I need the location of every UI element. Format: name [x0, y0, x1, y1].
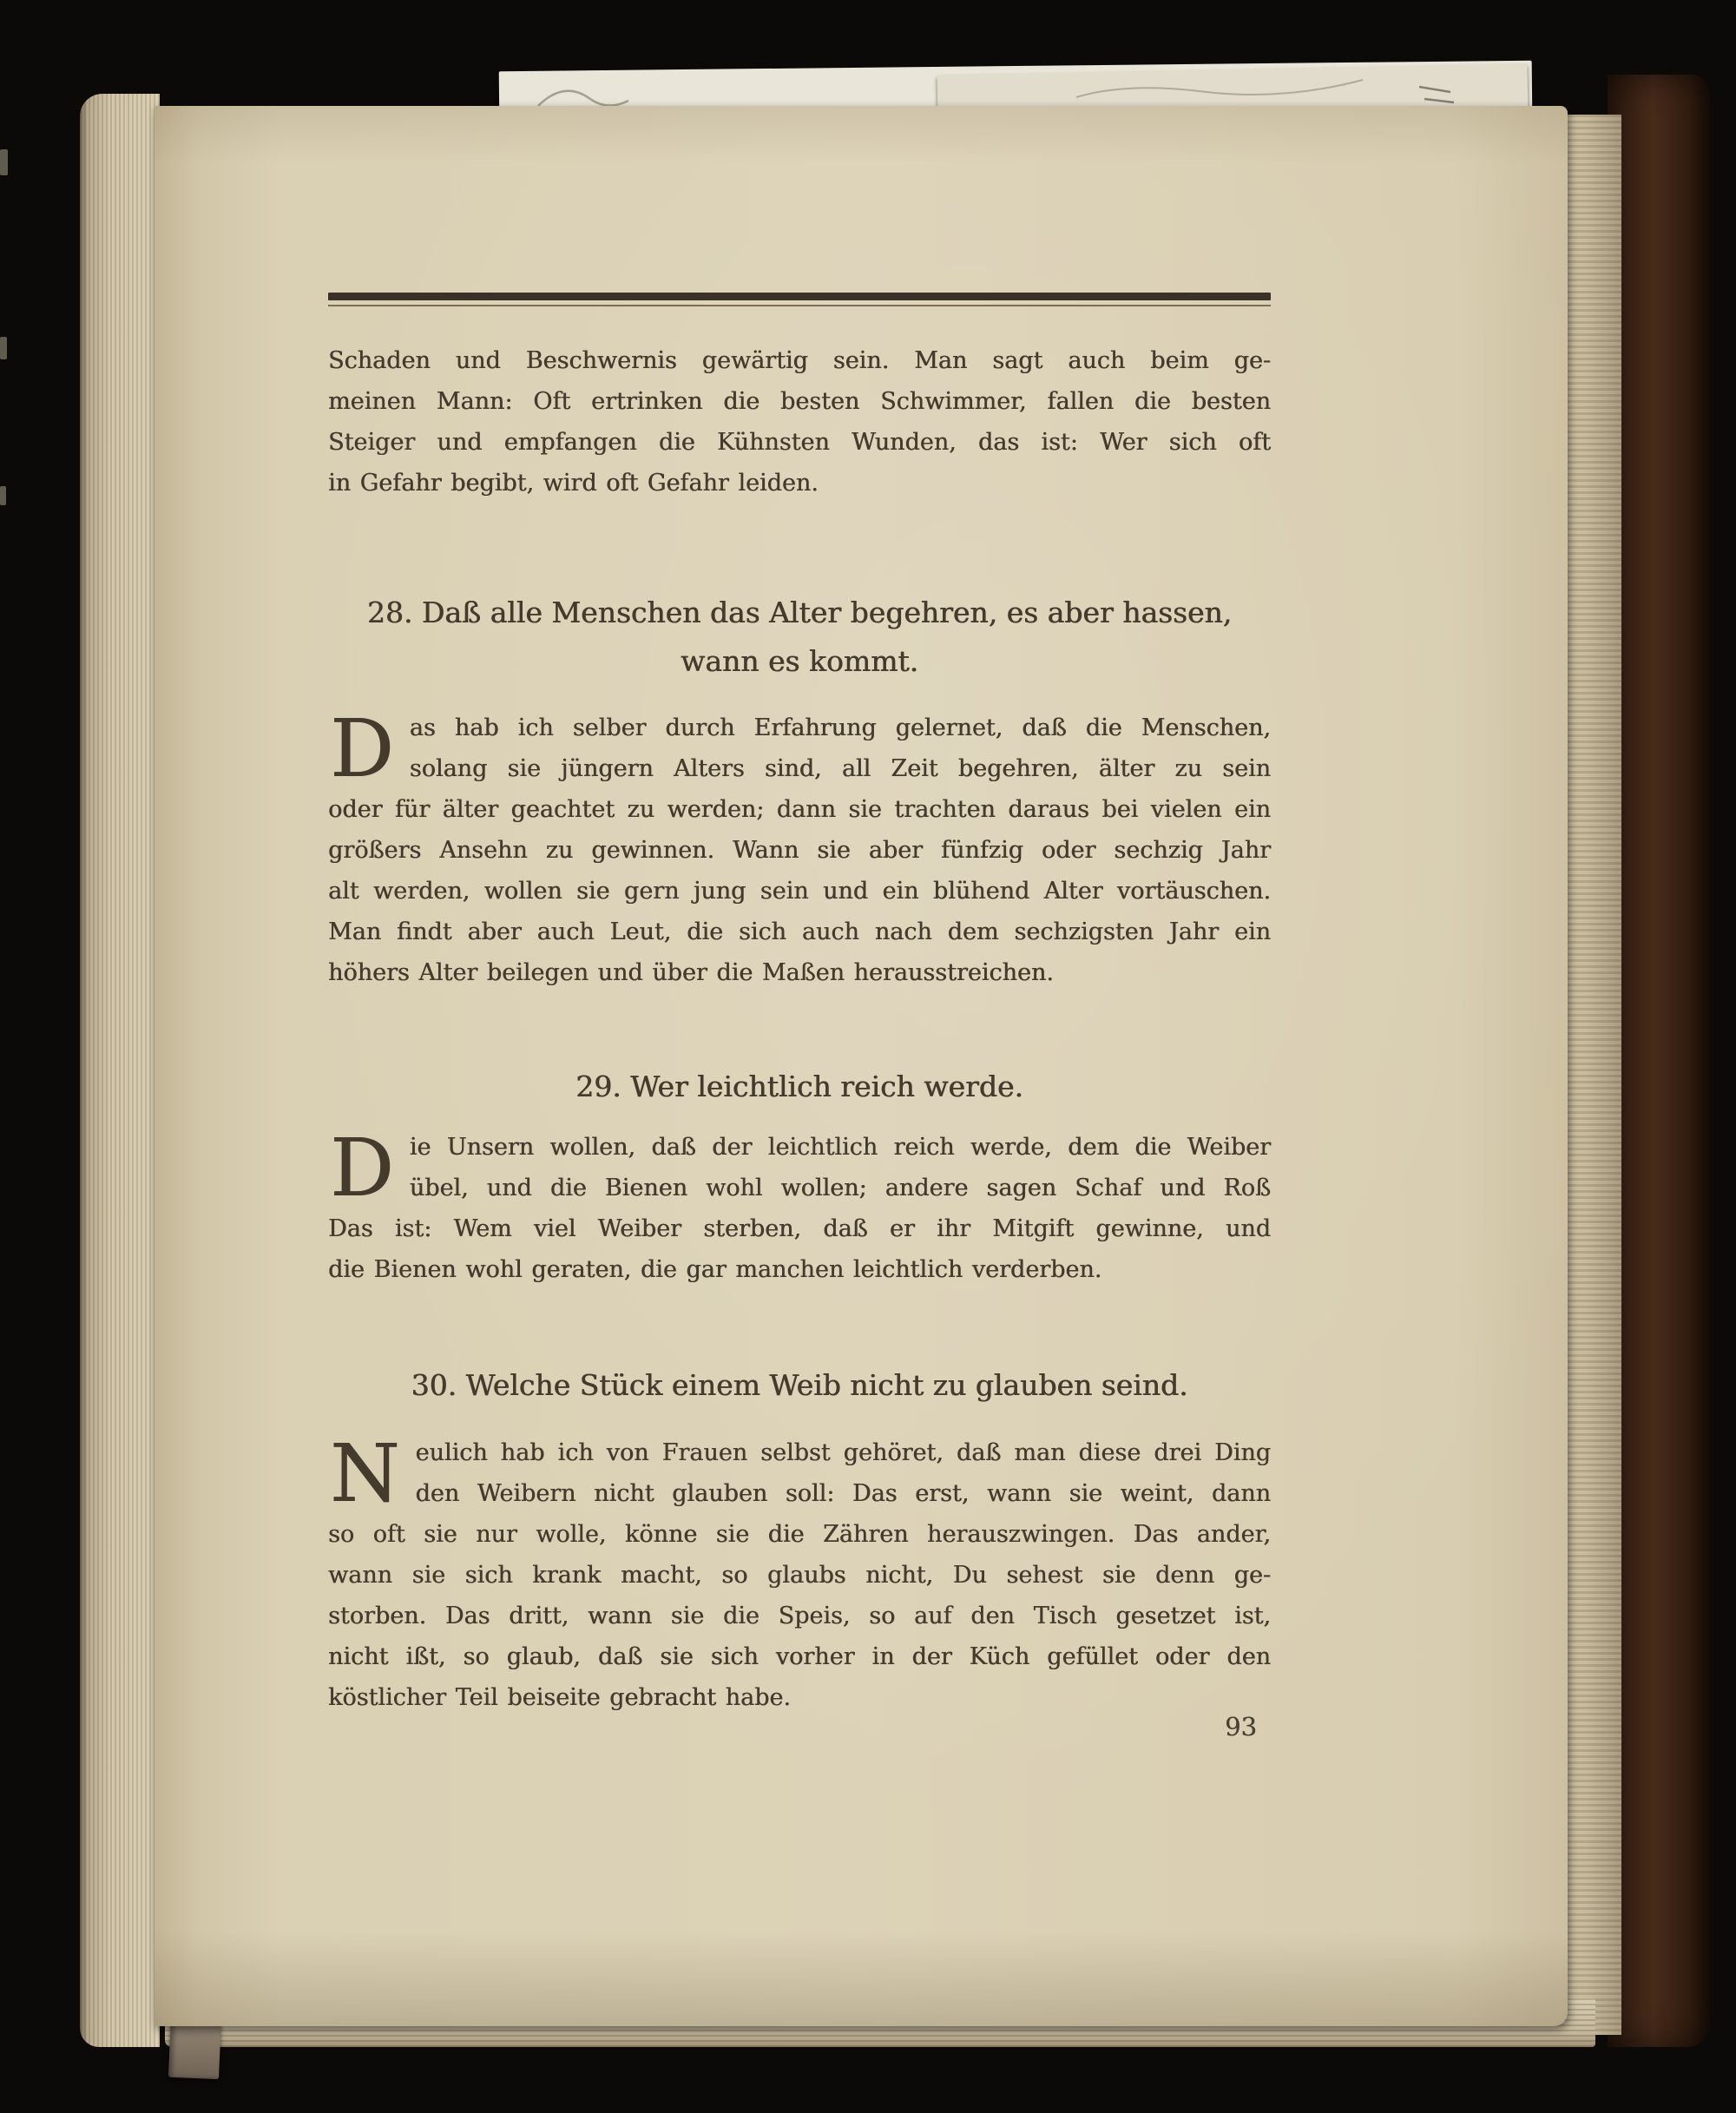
intro-paragraph-lines [328, 340, 1271, 504]
page-edge-fragment [0, 486, 6, 505]
text-line: so oft sie nur wolle, könne sie die Zähren herauszwingen. Das ander, [328, 1521, 1271, 1548]
text-line: Steiger und empfangen die Kühnsten Wunden, das ist: Wer sich oft [328, 429, 1271, 456]
text-line: storben. Das dritt, wann sie die Speis, so auf den Tisch gesetzet ist, [328, 1603, 1271, 1629]
section-28-heading-lines [328, 589, 1271, 686]
text-line: höhers Alter beilegen und über die Maßen herausstreichen. [328, 959, 1054, 986]
text-line: übel, und die Bienen wohl wollen; andere sagen Schaf und Roß [409, 1175, 1271, 1201]
text-line: köstlicher Teil beiseite gebracht habe. [328, 1684, 791, 1711]
section-30-heading [328, 1361, 1271, 1410]
text-line: as hab ich selber durch Erfahrung gelernet, daß die Menschen, [409, 714, 1271, 741]
book-page [155, 106, 1568, 2026]
page-edge-fragment [0, 149, 8, 175]
section-29-dropcap: D [330, 1122, 394, 1214]
left-page-edges [80, 94, 160, 2047]
text-line: eulich hab ich von Frauen selbst gehöret, daß man diese drei Ding [415, 1439, 1271, 1466]
text-line: 30. Welche Stück einem Weib nicht zu glauben seind. [411, 1368, 1188, 1402]
text-line: 29. Wer leichtlich reich werde. [575, 1070, 1023, 1103]
page-number: 93 [1225, 1712, 1257, 1741]
text-line: die Bienen wohl geraten, die gar manchen leichtlich verderben. [328, 1256, 1102, 1283]
book-cover [1608, 75, 1710, 2047]
section-29-heading-lines [328, 1063, 1271, 1111]
text-line: wann es kommt. [680, 644, 919, 678]
header-rule [328, 293, 1271, 306]
text-line: oder für älter geachtet zu werden; dann sie trachten daraus bei vielen ein [328, 796, 1271, 823]
text-line: solang sie jüngern Alters sind, all Zeit begehren, älter zu sein [409, 755, 1271, 782]
text-line: alt werden, wollen sie gern jung sein und ein blühend Alter vortäuschen. [328, 878, 1271, 905]
text-line: größers Ansehn zu gewinnen. Wann sie aber fünfzig oder sechzig Jahr [328, 837, 1271, 864]
section-29-paragraph [328, 1122, 1271, 1290]
text-line: Schaden und Beschwernis gewärtig sein. Man sagt auch beim ge- [328, 347, 1271, 374]
text-line: wann sie sich krank macht, so glaubs nicht, Du sehest sie denn ge- [328, 1562, 1271, 1589]
text-line: ie Unsern wollen, daß der leichtlich reich werde, dem die Weiber [409, 1134, 1271, 1161]
section-30-heading-lines [328, 1361, 1271, 1410]
intro-paragraph [328, 340, 1271, 504]
text-line: in Gefahr begibt, wird oft Gefahr leiden. [328, 470, 819, 497]
section-28-paragraph-lines [328, 702, 1271, 993]
page-edge-fragment [0, 337, 7, 359]
text-line: nicht ißt, so glaub, daß sie sich vorher in der Küch gefüllet oder den [328, 1643, 1271, 1670]
text-line: Man findt aber auch Leut, die sich auch nach dem sechzigsten Jahr ein [328, 918, 1271, 945]
section-30-paragraph-lines [328, 1427, 1271, 1718]
text-line: den Weibern nicht glauben soll: Das erst, wann sie weint, dann [415, 1480, 1271, 1507]
section-30-paragraph [328, 1427, 1271, 1718]
header-rule-thin [328, 305, 1271, 306]
text-line: Das ist: Wem viel Weiber sterben, daß er ihr Mitgift gewinne, und [328, 1215, 1271, 1242]
header-rule-thick [328, 293, 1271, 300]
section-29-paragraph-lines [328, 1122, 1271, 1290]
section-30-dropcap: N [330, 1427, 400, 1520]
section-28-paragraph [328, 702, 1271, 993]
text-line: 28. Daß alle Menschen das Alter begehren, es aber hassen, [366, 596, 1233, 629]
section-28-heading [328, 589, 1271, 686]
section-29-heading [328, 1063, 1271, 1111]
section-28-dropcap: D [330, 702, 394, 795]
text-line: meinen Mann: Oft ertrinken die besten Schwimmer, fallen die besten [328, 388, 1271, 415]
